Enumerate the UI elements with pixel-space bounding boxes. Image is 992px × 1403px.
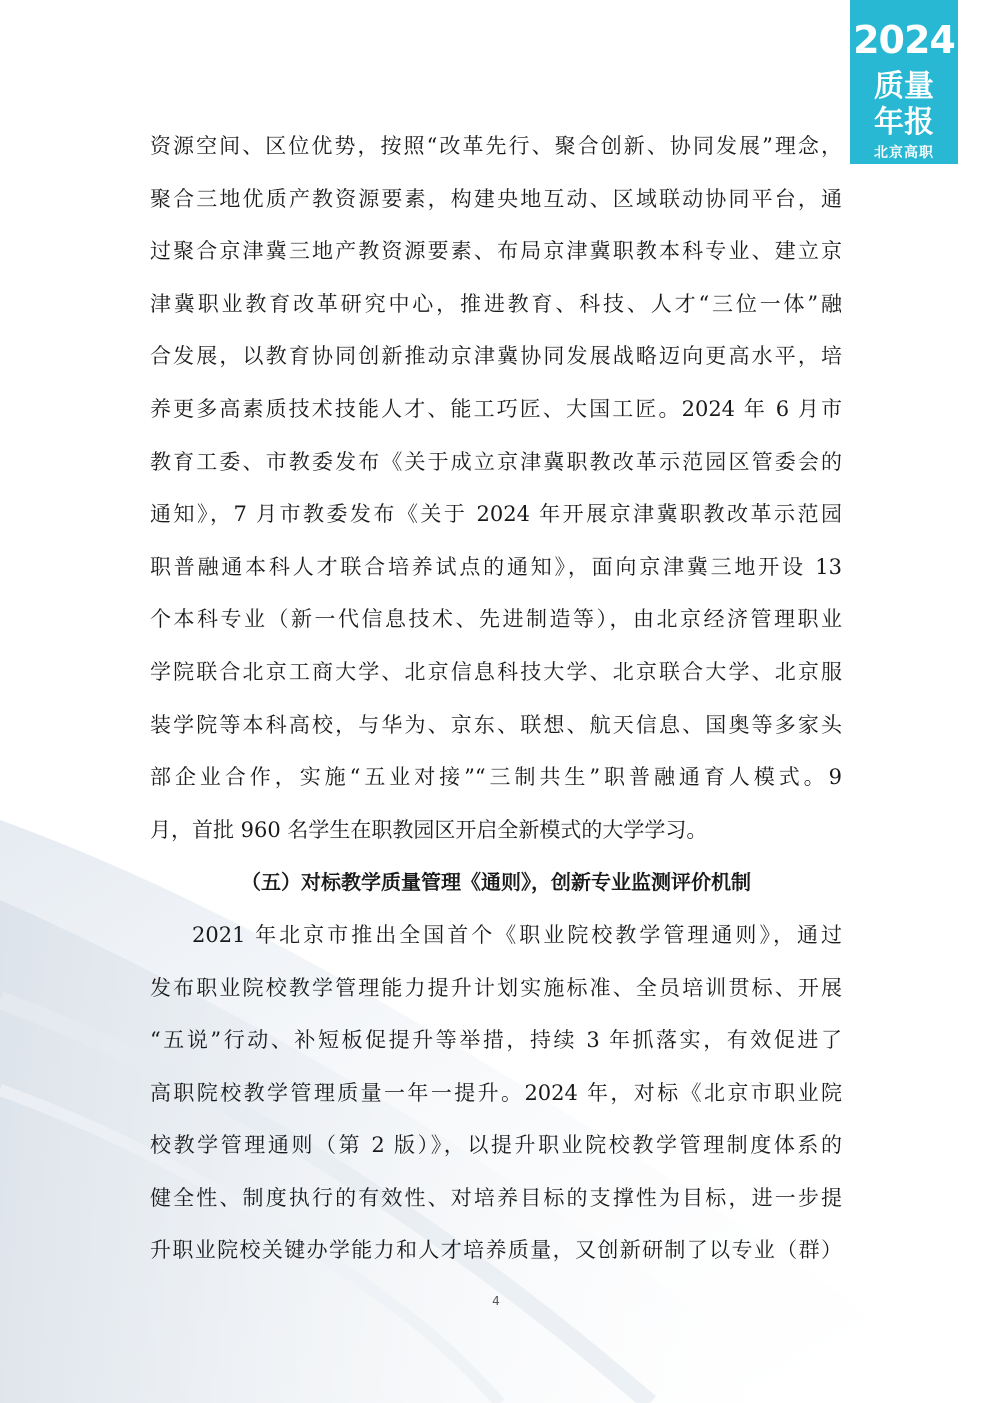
body-line: 装学院等本科高校，与华为、京东、联想、航天信息、国奥等多家头 xyxy=(150,712,842,737)
report-badge xyxy=(850,0,958,164)
body-line: 教育工委、市教委发布《关于成立京津冀职教改革示范园区管委会的 xyxy=(150,449,842,474)
body-line: 聚合三地优质产教资源要素，构建央地互动、区域联动协同平台，通 xyxy=(150,186,842,211)
badge-quality: 质量 xyxy=(874,69,934,104)
section-line: 发布职业院校教学管理能力提升计划实施标准、全员培训贯标、开展 xyxy=(150,975,842,1000)
document-body xyxy=(150,120,842,1277)
badge-annual-report: 年报 xyxy=(874,105,934,140)
badge-org: 北京高职 xyxy=(874,145,934,161)
body-line: 职普融通本科人才联合培养试点的通知》，面向京津冀三地开设 13 xyxy=(150,554,842,579)
section-line: 高职院校教学管理质量一年一提升。2024 年，对标《北京市职业院 xyxy=(150,1080,842,1105)
body-line: 个本科专业（新一代信息技术、先进制造等），由北京经济管理职业 xyxy=(150,607,842,632)
body-line: 养更多高素质技术技能人才、能工巧匠、大国工匠。2024 年 6 月市 xyxy=(150,396,842,421)
section-line: 校教学管理通则（第 2 版）》，以提升职业院校教学管理制度体系的 xyxy=(150,1133,842,1158)
page-number: 4 xyxy=(492,1294,500,1308)
body-line: 月，首批 960 名学生在职教园区开启全新模式的大学学习。 xyxy=(150,817,708,842)
section-line: 升职业院校关键办学能力和人才培养质量，又创新研制了以专业（群） xyxy=(150,1238,842,1263)
body-line: 部企业合作，实施“五业对接”“三制共生”职普融通育人模式。9 xyxy=(150,765,842,790)
body-line: 资源空间、区位优势，按照“改革先行、聚合创新、协同发展”理念， xyxy=(150,134,842,158)
section-line: 健全性、制度执行的有效性、对培养目标的支撑性为目标，进一步提 xyxy=(150,1185,842,1210)
body-line: 学院联合北京工商大学、北京信息科技大学、北京联合大学、北京服 xyxy=(150,659,842,684)
body-line: 通知》，7 月市教委发布《关于 2024 年开展京津冀职教改革示范园 xyxy=(150,502,842,527)
section-line: “五说”行动、补短板促提升等举措，持续 3 年抓落实，有效促进了 xyxy=(150,1028,842,1053)
body-line: 过聚合京津冀三地产教资源要素、布局京津冀职教本科专业、建立京 xyxy=(150,239,842,264)
body-line: 合发展，以教育协同创新推动京津冀协同发展战略迈向更高水平，培 xyxy=(150,344,842,369)
body-line: 津冀职业教育改革研究中心，推进教育、科技、人才“三位一体”融 xyxy=(150,291,842,316)
section-line: 2021 年北京市推出全国首个《职业院校教学管理通则》，通过 xyxy=(192,922,842,947)
badge-year: 2024 xyxy=(853,18,955,62)
section-heading: （五）对标教学质量管理《通则》，创新专业监测评价机制 xyxy=(241,870,751,895)
